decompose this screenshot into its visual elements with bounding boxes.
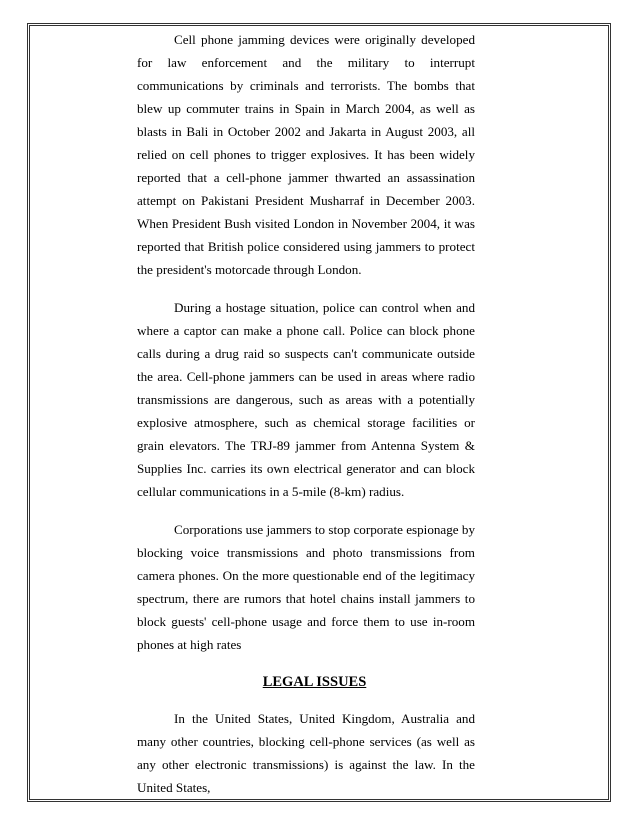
document-body	[137, 28, 475, 799]
paragraph-jamming-origins: Cell phone jamming devices were originally developed for law enforcement and the military to interrupt communications by criminals and terrorists. The bombs that blew up commuter trains in Spain in March 2004, as well as blasts in Bali in October 2002 and Jakarta in August 2003, all relied on cell phones to trigger explosives. It has been widely reported that a cell-phone jammer thwarted an assassination attempt on Pakistani President Musharraf in December 2003. When President Bush visited London in November 2004, it was reported that British police considered using jammers to protect the president's motorcade through London.	[137, 32, 475, 277]
paragraph-hostage-situation: During a hostage situation, police can control when and where a captor can make a phone call. Police can block phone calls during a drug raid so suspects can't communicate outside the area. Cell-phone jammers can be used in areas where radio transmissions are dangerous, such as areas with a potentially explosive atmosphere, such as chemical storage facilities or grain elevators. The TRJ-89 jammer from Antenna System & Supplies Inc. carries its own electrical generator and can block cellular communications in a 5-mile (8-km) radius.	[137, 300, 475, 499]
section-heading-legal-issues: LEGAL ISSUES	[262, 674, 367, 690]
paragraph-legal-issues: In the United States, United Kingdom, Australia and many other countries, blocking cell-phone services (as well as any other electronic transmissions) is against the law. In the United States,	[137, 711, 475, 795]
paragraph-corporate-use: Corporations use jammers to stop corporate espionage by blocking voice transmissions and photo transmissions from camera phones. On the more questionable end of the legitimacy spectrum, there are rumors that hotel chains install jammers to block guests' cell-phone usage and force them to use in-room phones at high rates	[137, 522, 475, 652]
